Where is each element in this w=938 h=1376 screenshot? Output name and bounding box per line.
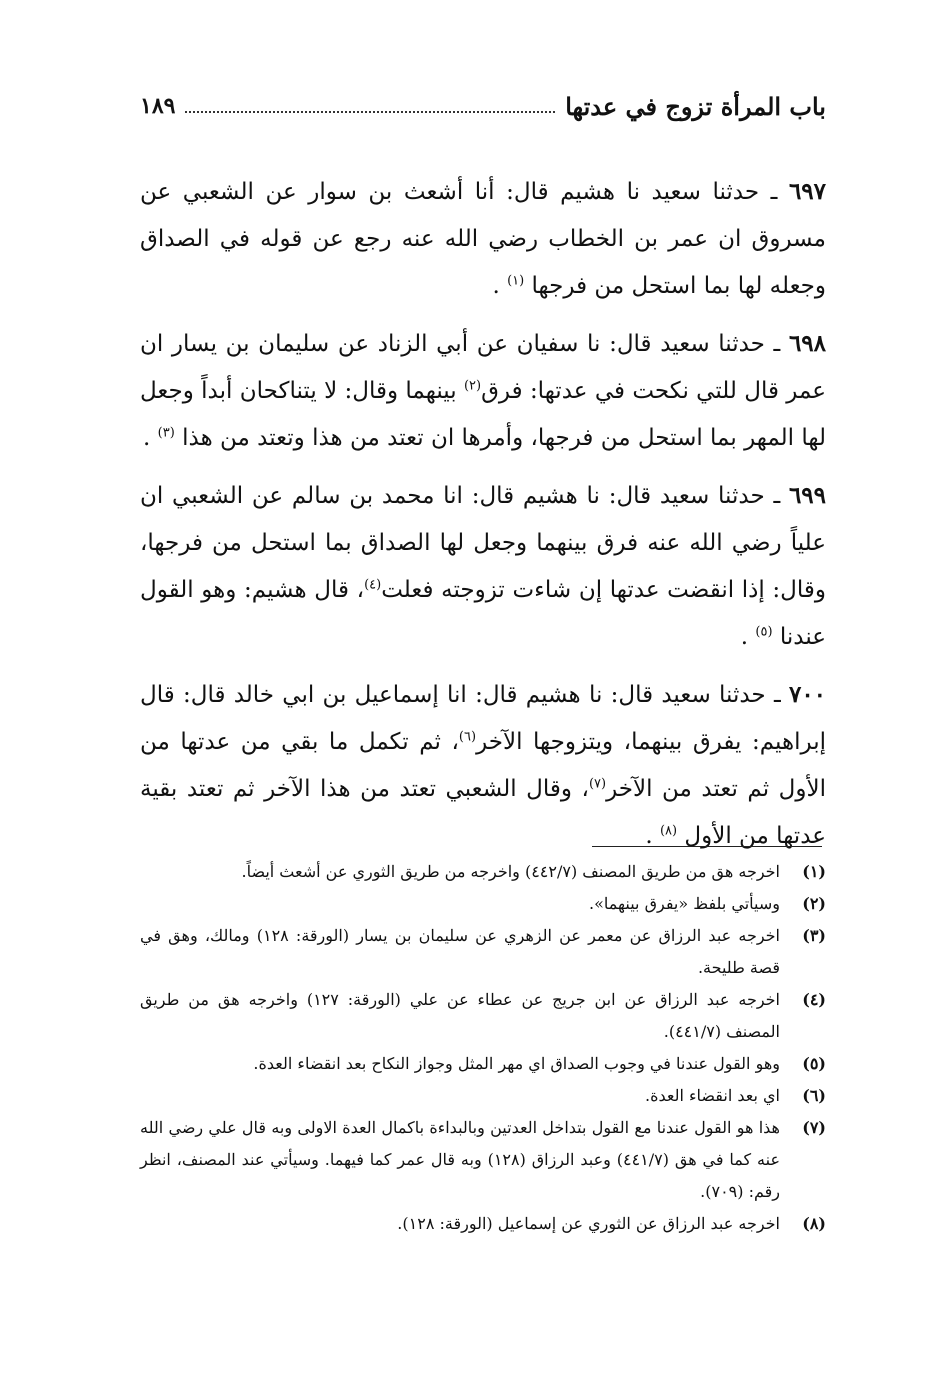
hadith-text: بينهما وقال: لا يتناكحان أبداً وجعل لها المهر بما استحل من فرجها، وأمرها ان تعتد من هذا وتعتد من هذا [140, 378, 826, 451]
running-head [140, 88, 826, 124]
hadith-text: حدثنا سعيد قال: نا سفيان عن أبي الزناد عن سليمان بن يسار ان عمر قال للتي نكحت في عدتها: فرق [140, 331, 826, 404]
footnote-text: اخرجه عبد الرزاق عن معمر عن الزهري عن سليمان بن يسار (الورقة: ١٢٨) ومالك، وهق في قصة طليحة. [140, 926, 781, 977]
hadith-end: . [740, 624, 756, 650]
footnote-7 [140, 1112, 826, 1208]
footnote-text: وسيأتي بلفظ «يفرق بينهما». [589, 894, 780, 913]
footnote-number: (٤) [802, 990, 826, 1009]
footnote-text: هذا هو القول عندنا مع القول بتداخل العدتين وبالبداءة باكمال العدة الاولى وبه قال علي رضي الله عنه كما في هق (٤٤١/٧) وعبد الرزاق (١٢٨) وبه قال عمر كما فيهما. وسيأتي عند المصنف، انظر رقم: (٧٠٩). [140, 1118, 780, 1201]
footnote-number: (١) [802, 862, 826, 881]
hadith-end: . [492, 273, 508, 299]
footnote-6 [140, 1080, 826, 1112]
footnote-ref: (٦) [458, 729, 477, 745]
hadith-end: . [645, 823, 660, 849]
hadith-dash: ـ [773, 483, 781, 509]
footnote-text: اخرجه هق من طريق المصنف (٤٤٢/٧) واخرجه من طريق الثوري عن أشعث أيضاً. [241, 862, 780, 881]
hadith-700 [140, 671, 826, 860]
dotted-leader [185, 111, 555, 113]
hadith-text: حدثنا سعيد قال: نا هشيم قال: انا محمد بن سالم عن الشعبي ان علياً رضي الله عنه فرق بينهما وجعل لها الصداق بما استحل من فرجها، وقال: إذا انقضت عدتها إن شاءت تزوجته فعلت [140, 483, 826, 603]
footnote-number: (٣) [802, 926, 826, 945]
footnote-text: اخرجه عبد الرزاق عن ابن جريج عن عطاء عن علي (الورقة: ١٢٧) واخرجه هق من طريق المصنف (٤٤١/٧). [140, 990, 781, 1041]
hadith-text: ، وقال الشعبي تعتد من هذا الآخر ثم تعتد بقية عدتها من الأول [140, 776, 826, 849]
hadith-end: . [143, 425, 158, 451]
hadith-697 [140, 168, 826, 310]
footnote-ref: (٨) [659, 823, 678, 839]
hadith-text: ، قال هشيم: وهو القول عندنا [140, 577, 826, 650]
footnote-number: (٨) [802, 1214, 826, 1233]
hadith-698 [140, 320, 826, 462]
hadith-dash: ـ [770, 179, 778, 205]
hadith-text: ، ثم تكمل ما بقي من عدتها من الأول ثم تعتد من الآخر [140, 729, 826, 802]
footnote-8 [140, 1208, 826, 1240]
footnote-number: (٥) [802, 1054, 826, 1073]
hadith-dash: ـ [773, 331, 781, 357]
footnote-number: (٢) [802, 894, 826, 913]
footnote-ref: (٣) [157, 425, 175, 441]
footnote-1 [140, 856, 826, 888]
footnote-3 [140, 920, 826, 984]
footnote-ref: (١) [507, 273, 525, 289]
hadith-number: ٦٩٧ [788, 178, 826, 205]
footnote-ref: (٥) [755, 624, 773, 640]
hadith-699 [140, 472, 826, 661]
footnote-number: (٧) [802, 1118, 826, 1137]
main-text [140, 168, 826, 870]
footnote-number: (٦) [802, 1086, 826, 1105]
hadith-number: ٦٩٩ [788, 482, 826, 509]
footnote-ref: (٤) [364, 577, 382, 593]
footnote-4 [140, 984, 826, 1048]
footnote-5 [140, 1048, 826, 1080]
hadith-number: ٦٩٨ [788, 330, 827, 357]
footnote-2 [140, 888, 826, 920]
hadith-text: حدثنا سعيد قال: نا هشيم قال: انا إسماعيل بن ابي خالد قال: قال إبراهيم: يفرق بينهما، ويتزوجها الآخر [140, 682, 826, 755]
footnote-separator [592, 846, 822, 847]
footnotes [140, 856, 826, 1240]
footnote-text: اي بعد انقضاء العدة. [645, 1086, 780, 1105]
page-number: ١٨٩ [140, 93, 176, 119]
hadith-dash: ـ [773, 682, 781, 708]
hadith-text: حدثنا سعيد نا هشيم قال: أنا أشعث بن سوار عن الشعبي عن مسروق ان عمر بن الخطاب رضي الله عنه رجع عن قوله في الصداق وجعله لها بما استحل من فرجها [140, 179, 826, 299]
footnote-ref: (٧) [588, 776, 607, 792]
footnote-text: اخرجه عبد الرزاق عن الثوري عن إسماعيل (الورقة: ١٢٨). [397, 1214, 780, 1233]
hadith-number: ٧٠٠ [788, 681, 827, 708]
chapter-title: باب المرأة تزوج في عدتها [565, 91, 826, 121]
footnote-ref: (٢) [463, 378, 482, 394]
footnote-text: وهو القول عندنا في وجوب الصداق اي مهر المثل وجواز النكاح بعد انقضاء العدة. [253, 1054, 780, 1073]
